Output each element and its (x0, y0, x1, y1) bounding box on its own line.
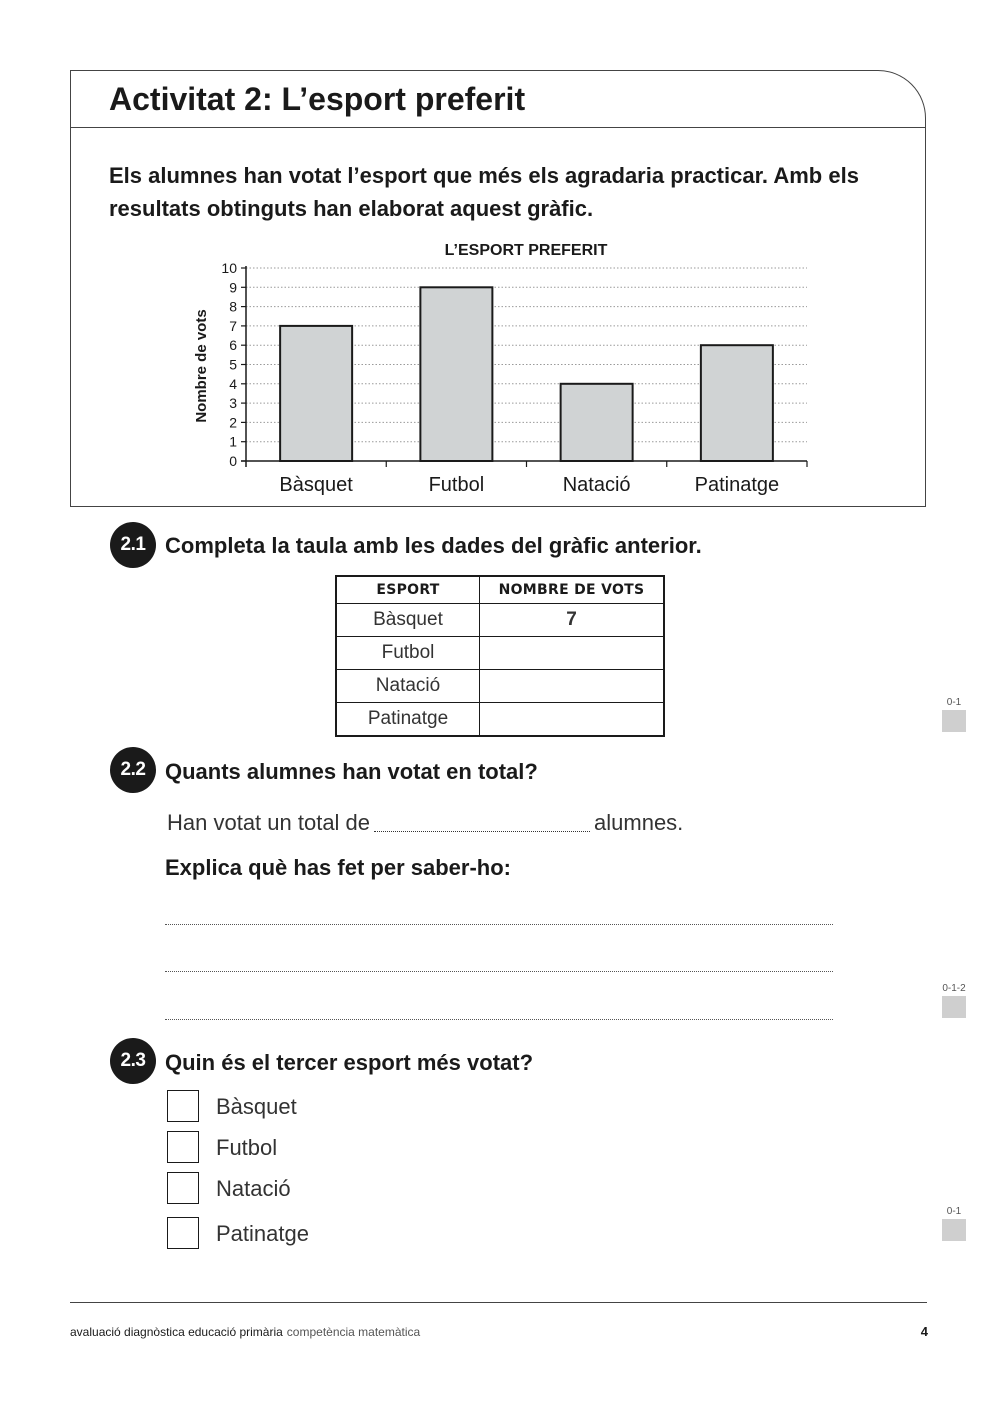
explanation-line[interactable] (165, 924, 833, 925)
table-cell-votes-input[interactable] (480, 637, 665, 670)
votes-table (335, 575, 665, 737)
footer-subtitle: competència matemàtica (286, 1325, 421, 1339)
score-box-2-3 (941, 1206, 967, 1241)
footer-title: avaluació diagnòstica educació primària (70, 1325, 283, 1339)
bar-natació (561, 384, 633, 461)
page-number: 4 (920, 1324, 928, 1339)
answer-suffix: alumnes. (594, 810, 684, 835)
y-tick-label: 8 (229, 298, 237, 315)
y-tick-label: 1 (229, 433, 237, 450)
answer-prefix: Han votat un total de (167, 810, 371, 835)
activity-title: Activitat 2: L’esport preferit (109, 81, 526, 117)
score-cell (942, 710, 966, 732)
explain-prompt: Explica què has fet per saber-ho: (165, 855, 511, 880)
y-tick-label: 2 (229, 414, 237, 431)
score-box-2-1 (941, 697, 967, 732)
table-header-row (336, 576, 664, 604)
checkbox[interactable] (167, 1131, 199, 1163)
checkbox[interactable] (167, 1090, 199, 1122)
table-cell-sport: Patinatge (336, 703, 480, 737)
total-answer-line (167, 810, 683, 836)
score-cell (942, 1219, 966, 1241)
chart-bars (280, 287, 773, 461)
question-2-3-text: Quin és el tercer esport més votat? (165, 1050, 534, 1075)
table-cell-votes-input[interactable] (480, 703, 665, 737)
total-answer-blank[interactable] (374, 817, 590, 832)
question-2-1-text: Completa la taula amb les dades del gràfic anterior. (165, 533, 702, 558)
activity-intro: Els alumnes han votat l’esport que més els agradaria practicar. Amb els resultats obtinguts han elaborat aquest gràfic. (109, 163, 859, 221)
chart-y-ticks (221, 260, 246, 469)
chart-y-axis-label: Nombre de vots (193, 309, 210, 423)
table-cell-sport: Natació (336, 670, 480, 703)
bar-futbol (420, 287, 492, 461)
score-label: 0-1-2 (942, 983, 966, 994)
y-tick-label: 5 (229, 356, 237, 373)
option-label: Patinatge (216, 1221, 309, 1246)
checkbox[interactable] (167, 1217, 199, 1249)
score-label: 0-1 (946, 697, 962, 708)
score-label: 0-1 (946, 1206, 962, 1217)
bar-bàsquet (280, 326, 352, 461)
y-tick-label: 3 (229, 395, 237, 412)
score-box-2-2 (941, 983, 967, 1018)
table-row (336, 637, 664, 670)
x-tick-label: Patinatge (694, 474, 780, 496)
option-label: Futbol (216, 1135, 278, 1160)
table-row (336, 604, 664, 637)
question-number-badge: 2.3 (110, 1038, 156, 1084)
x-tick-label: Bàsquet (279, 474, 353, 496)
checkbox[interactable] (167, 1172, 199, 1204)
y-tick-label: 6 (229, 337, 237, 354)
explanation-line[interactable] (165, 1019, 833, 1020)
title-divider (71, 127, 925, 128)
table-cell-sport: Futbol (336, 637, 480, 670)
table-header-votes: NOMBRE DE VOTS (480, 576, 665, 604)
y-tick-label: 7 (229, 317, 237, 334)
table-cell-votes-input[interactable] (480, 670, 665, 703)
y-tick-label: 4 (229, 375, 237, 392)
table-header-sport: ESPORT (336, 576, 480, 604)
table-cell-sport: Bàsquet (336, 604, 480, 637)
table-row (336, 703, 664, 737)
explanation-line[interactable] (165, 971, 833, 972)
x-tick-label: Futbol (428, 474, 485, 496)
option-label: Bàsquet (216, 1094, 297, 1119)
footer-text (70, 1325, 420, 1339)
y-tick-label: 0 (229, 453, 237, 469)
question-2-2-text: Quants alumnes han votat en total? (165, 759, 538, 784)
x-tick-label: Natació (562, 474, 631, 496)
table-cell-votes[interactable]: 7 (480, 604, 665, 637)
y-tick-label: 10 (221, 260, 237, 276)
question-number-badge: 2.1 (110, 522, 156, 568)
footer-rule (70, 1302, 927, 1303)
question-number-badge: 2.2 (110, 747, 156, 793)
bar-patinatge (701, 345, 773, 461)
chart-title: L’ESPORT PREFERIT (444, 242, 608, 259)
score-cell (942, 996, 966, 1018)
y-tick-label: 9 (229, 279, 237, 296)
option-label: Natació (216, 1176, 291, 1201)
table-row (336, 670, 664, 703)
bar-chart (110, 160, 830, 505)
chart-x-labels (279, 474, 779, 496)
